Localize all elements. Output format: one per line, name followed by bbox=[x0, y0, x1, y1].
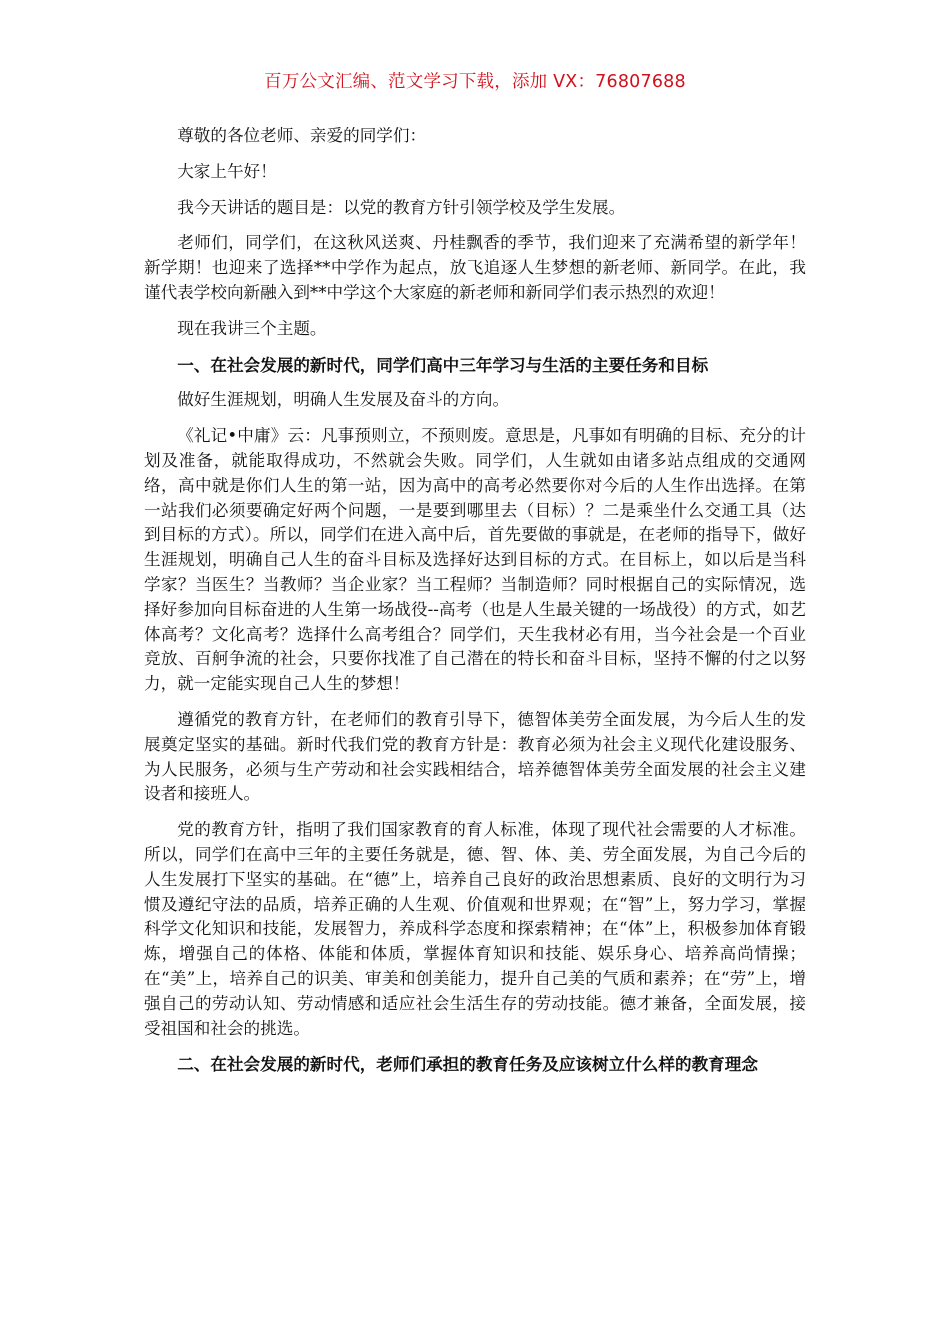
paragraph: 党的教育方针，指明了我们国家教育的育人标准，体现了现代社会需要的人才标准。所以，同学们在高中三年的主要任务就是，德、智、体、美、劳全面发展，为自己今后的人生发展打下坚实的基础。在“德”上，培养自己良好的政治思想素质、良好的文明行为习惯及遵纪守法的品质，培养正确的人生观、价值观和世界观；在“智”上，努力学习，掌握科学文化知识和技能，发展智力，养成科学态度和探索精神；在“体”上，积极参加体育锻炼，增强自己的体格、体能和体质，掌握体育知识和技能、娱乐身心、培养高尚情操；在“美”上，培养自己的识美、审美和创美能力，提升自己美的气质和素养；在“劳”上，增强自己的劳动认知、劳动情感和适应社会生活生存的劳动技能。德才兼备，全面发展，接受祖国和社会的挑选。 bbox=[144, 820, 806, 1038]
paragraph: 做好生涯规划，明确人生发展及奋斗的方向。 bbox=[177, 390, 510, 410]
section-heading-1: 一、在社会发展的新时代，同学们高中三年学习与生活的主要任务和目标 bbox=[177, 354, 709, 375]
greeting: 大家上午好！ bbox=[177, 161, 277, 181]
salutation: 尊敬的各位老师、亲爱的同学们： bbox=[177, 126, 427, 145]
watermark-header: 百万公文汇编、范文学习下载，添加 VX：76807688 bbox=[264, 72, 686, 92]
paragraph: 现在我讲三个主题。 bbox=[177, 318, 327, 338]
paragraph: 老师们，同学们，在这秋风送爽、丹桂飘香的季节，我们迎来了充满希望的新学年！新学期！也迎来了选择**中学作为起点，放飞追逐人生梦想的新老师、新同学。在此，我谨代表学校向新融入到**中学这个大家庭的新老师和新同学们表示热烈的欢迎！ bbox=[144, 233, 806, 302]
topic-statement: 我今天讲话的题目是：以党的教育方针引领学校及学生发展。 bbox=[177, 197, 626, 217]
section-heading-2: 二、在社会发展的新时代，老师们承担的教育任务及应该树立什么样的教育理念 bbox=[177, 1054, 758, 1075]
speech-body bbox=[144, 124, 806, 1088]
paragraph: 《礼记•中庸》云：凡事预则立，不预则废。意思是，凡事如有明确的目标、充分的计划及准备，就能取得成功，不然就会失败。同学们，人生就如由诸多站点组成的交通网络，高中就是你们人生的第一站，因为高中的高考必然要你对今后的人生作出选择。在第一站我们必须要确定好两个问题，一是要到哪里去（目标）？二是乘坐什么交通工具（达到目标的方式）。所以，同学们在进入高中后，首先要做的事就是，在老师的指导下，做好生涯规划，明确自己人生的奋斗目标及选择好达到目标的方式。在目标上，如以后是当科学家？当医生？当教师？当企业家？当工程师？当制造师？同时根据自己的实际情况，选择好参加向目标奋进的人生第一场战役--高考（也是人生最关键的一场战役）的方式，如艺体高考？文化高考？选择什么高考组合？同学们，天生我材必有用，当今社会是一个百业竞放、百舸争流的社会，只要你找准了自己潜在的特长和奋斗目标，坚持不懈的付之以努力，就一定能实现自己人生的梦想！ bbox=[144, 426, 806, 694]
paragraph: 遵循党的教育方针，在老师们的教育引导下，德智体美劳全面发展，为今后人生的发展奠定坚实的基础。新时代我们党的教育方针是：教育必须为社会主义现代化建设服务、为人民服务，必须与生产劳动和社会实践相结合，培养德智体美劳全面发展的社会主义建设者和接班人。 bbox=[144, 709, 806, 804]
